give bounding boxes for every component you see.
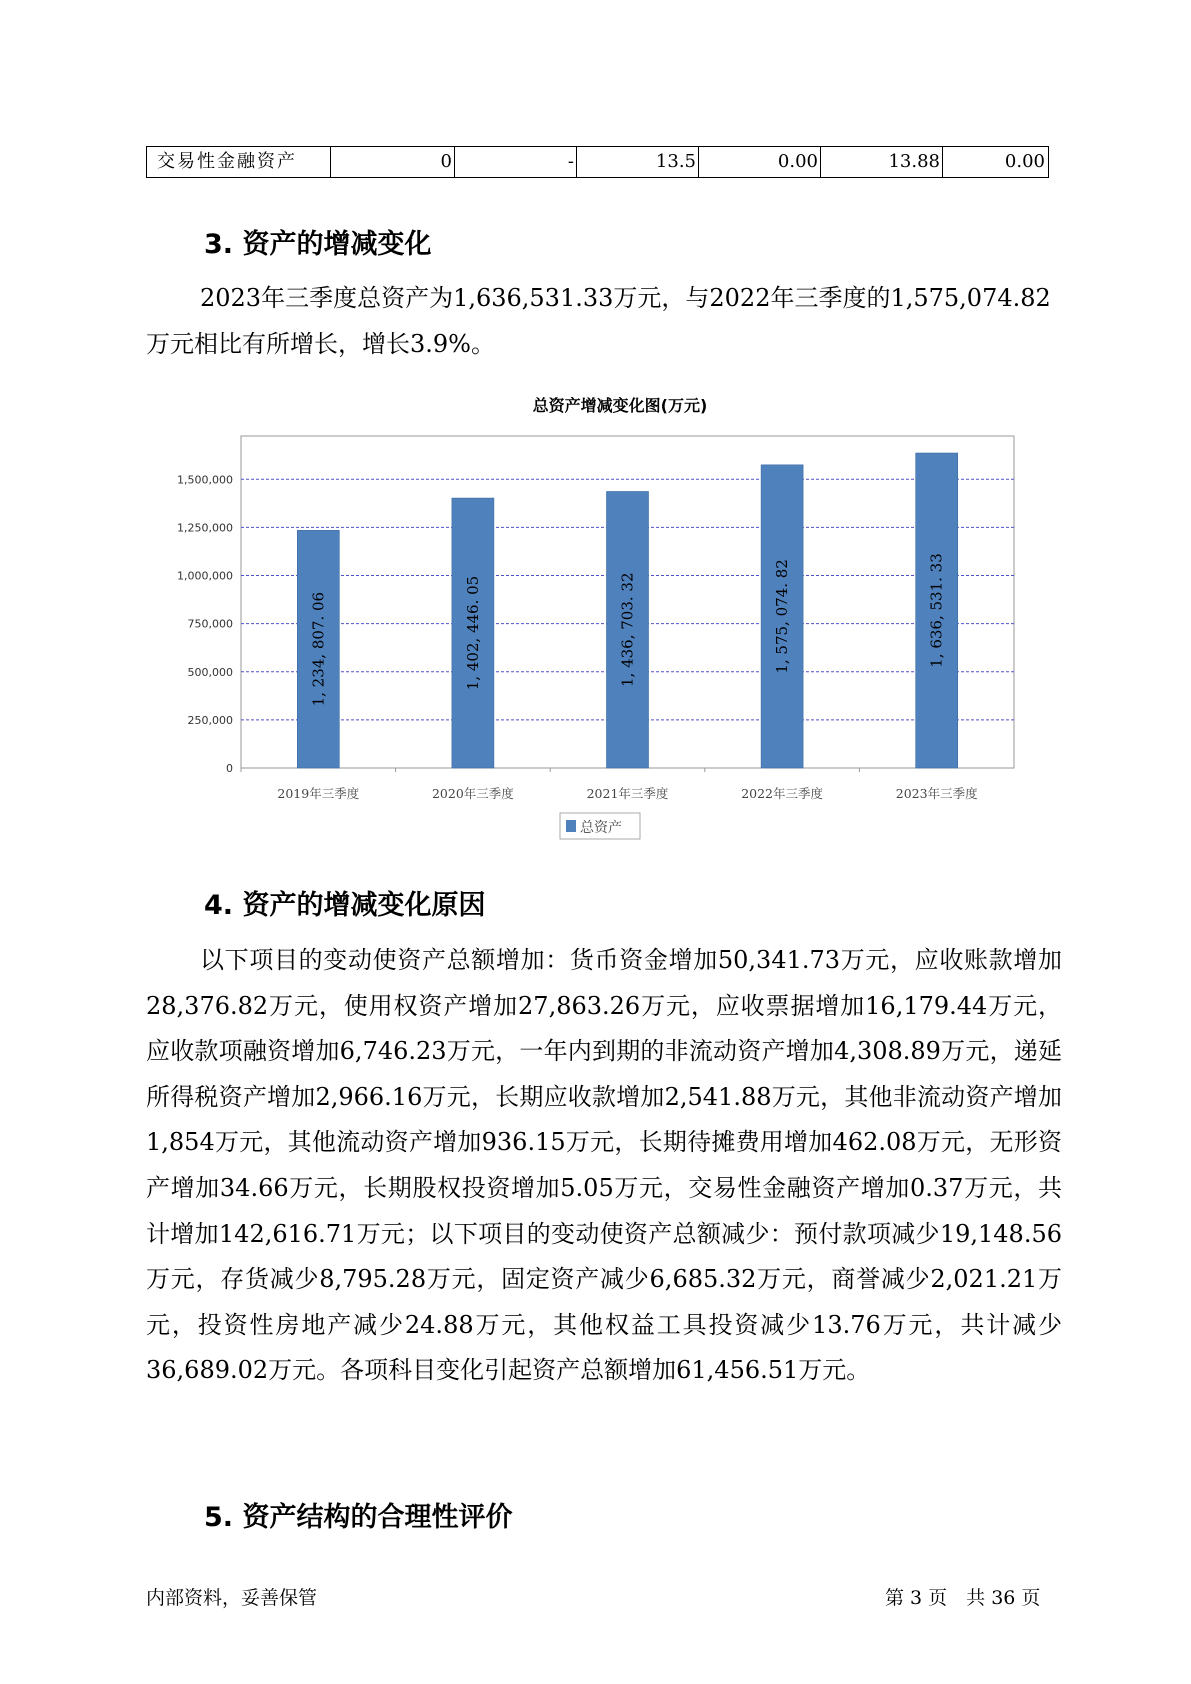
paragraph: 以下项目的变动使资产总额增加：货币资金增加50,341.73万元，应收账款增加28,376.82万元，使用权资产增加27,863.26万元，应收票据增加16,179.44万元，应收款项融资增加6,746.23万元，一年内到期的非流动资产增加4,308.89万元，递延所得税资产增加2,966.16万元，长期应收款增加2,541.88万元，其他非流动资产增加1,854万元，其他流动资产增加936.15万元，长期待摊费用增加462.08万元，无形资产增加34.66万元，长期股权投资增加5.05万元，交易性金融资产增加0.37万元，共计增加142,616.71万元；以下项目的变动使资产总额减少：预付款项减少19,148.56万元，存货减少8,795.28万元，固定资产减少6,685.32万元，商誉减少2,021.21万元，投资性房地产减少24.88万元，其他权益工具投资减少13.76万元，共计减少36,689.02万元。各项科目变化引起资产总额增加61,456.51万元。	[146, 946, 1062, 1385]
y-tick-label: 1,000,000	[177, 569, 233, 583]
table-cell-value: 0	[330, 147, 454, 177]
x-tick-label: 2020年三季度	[431, 786, 514, 801]
data-label: 1, 575, 074. 82	[773, 559, 792, 674]
table-cell-value: 0.00	[942, 147, 1047, 177]
section-heading: 4. 资产的增减变化原因	[204, 890, 486, 921]
table-cell-value: 13.88	[820, 147, 942, 177]
x-tick-label: 2019年三季度	[277, 786, 360, 801]
paragraph: 2023年三季度总资产为1,636,531.33万元，与2022年三季度的1,575,074.82万元相比有所增长，增长3.9%。	[146, 284, 1051, 358]
footer-note: 内部资料，妥善保管	[146, 1587, 318, 1609]
section-heading: 3. 资产的增减变化	[204, 229, 432, 260]
table-cell-value: 13.5	[576, 147, 698, 177]
page-number: 第 3 页 共 36 页	[885, 1587, 1041, 1609]
y-tick-label: 0	[226, 762, 233, 775]
data-label: 1, 636, 531. 33	[927, 553, 946, 668]
table-cell-value: 0.00	[698, 147, 820, 177]
x-tick-label: 2022年三季度	[741, 786, 824, 801]
table-cell-item: 交易性金融资产	[157, 151, 297, 172]
data-label: 1, 234, 807. 06	[309, 591, 328, 707]
chart-title: 总资产增减变化图(万元)	[532, 396, 708, 415]
y-tick-label: 750,000	[187, 617, 233, 631]
x-tick-label: 2021年三季度	[586, 786, 669, 801]
data-label: 1, 436, 703. 32	[618, 572, 637, 687]
y-tick-label: 1,250,000	[177, 521, 233, 535]
y-tick-label: 250,000	[187, 713, 233, 727]
section-heading: 5. 资产结构的合理性评价	[204, 1502, 513, 1533]
legend-label: 总资产	[580, 820, 622, 836]
y-tick-label: 500,000	[187, 665, 233, 679]
table-cell-value: -	[454, 147, 576, 177]
data-label: 1, 402, 446. 05	[463, 575, 482, 691]
y-tick-label: 1,500,000	[177, 473, 233, 487]
legend-swatch	[566, 820, 576, 832]
x-tick-label: 2023年三季度	[895, 786, 978, 801]
